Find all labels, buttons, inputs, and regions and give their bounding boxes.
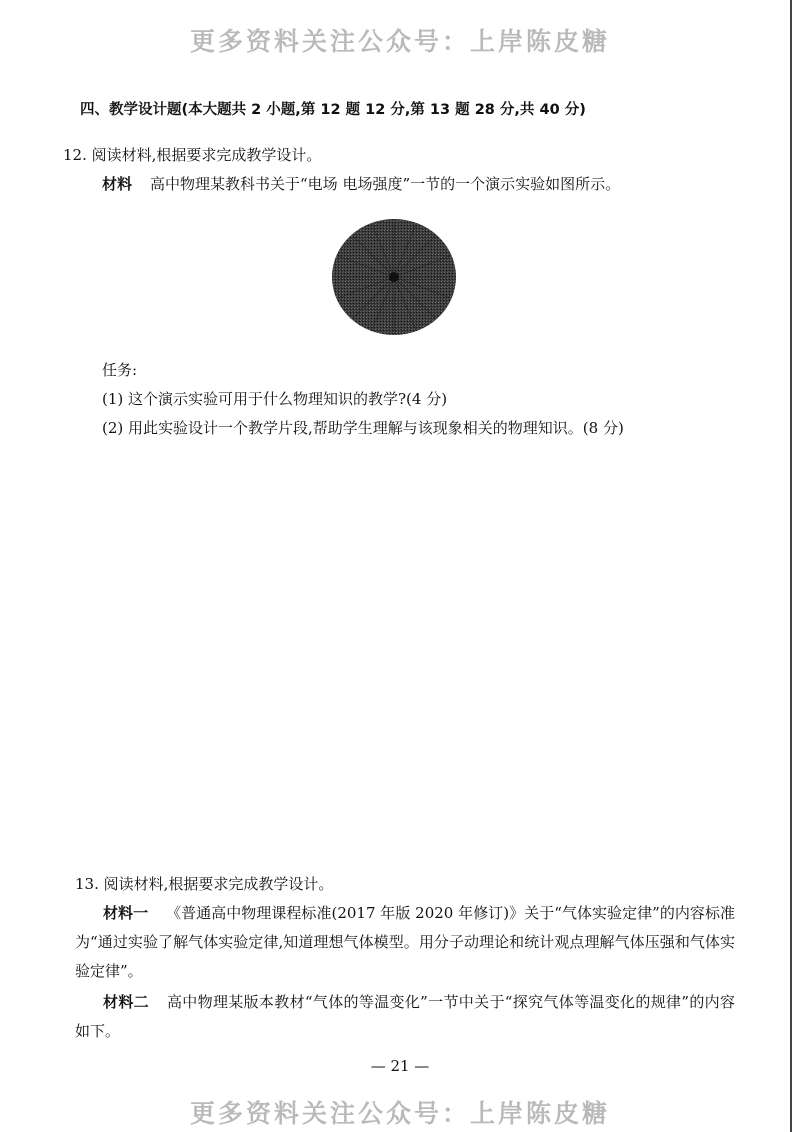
material-text: 高中物理某教科书关于“电场 电场强度”一节的一个演示实验如图所示。 <box>150 175 621 193</box>
center-charge <box>389 272 399 282</box>
question-12-material <box>102 174 620 194</box>
page-number: — 21 — <box>370 1057 430 1075</box>
material-label: 材料 <box>102 175 133 193</box>
material-2-text: 高中物理某版本教材“气体的等温变化”一节中关于“探究气体等温变化的规律”的内容如下。 <box>75 993 735 1040</box>
question-13-stem: 13. 阅读材料,根据要求完成教学设计。 <box>75 875 334 893</box>
electric-field-lines-figure <box>330 218 458 336</box>
scan-edge-line <box>790 0 792 1132</box>
question-12-stem: 12. 阅读材料,根据要求完成教学设计。 <box>63 146 322 164</box>
task-item-2: (2) 用此实验设计一个教学片段,帮助学生理解与该现象相关的物理知识。(8 分) <box>102 419 624 437</box>
watermark-bottom: 更多资料关注公众号：上岸陈皮糖 <box>189 1099 610 1128</box>
material-1-label: 材料一 <box>103 904 149 922</box>
material-2-label: 材料二 <box>103 993 149 1011</box>
watermark-top: 更多资料关注公众号：上岸陈皮糖 <box>189 27 610 56</box>
material-1-text: 《普通高中物理课程标准(2017 年版 2020 年修订)》关于“气体实验定律”的内容标准为“通过实验了解气体实验定律,知道理想气体模型。用分子动理论和统计观点理解气体压强和气体实验定律”。 <box>75 904 735 980</box>
task-label: 任务: <box>102 361 138 379</box>
question-13-material-1 <box>75 899 735 986</box>
demonstration-figure <box>330 218 458 336</box>
section-heading: 四、教学设计题(本大题共 2 小题,第 12 题 12 分,第 13 题 28 分,共 40 分) <box>80 102 586 118</box>
task-item-1: (1) 这个演示实验可用于什么物理知识的教学?(4 分) <box>102 390 448 408</box>
question-13-material-2 <box>75 988 735 1046</box>
